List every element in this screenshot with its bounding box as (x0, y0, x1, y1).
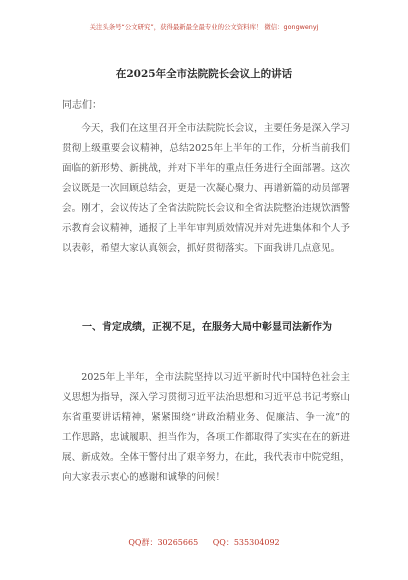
paragraph-section-1: 2025年上半年，全市法院坚持以习近平新时代中国特色社会主义思想为指导，深入学习贯彻习近平法治思想和习近平总书记考察山东省重要讲话精神，紧紧围绕“讲政治精业务、促廉洁、争一流”的工作思路，忠诚履职、担当作为，各项工作都取得了实实在在的新进展、新成效。全体干警付出了艰辛努力，在此，我代表市中院党组，向大家表示衷心的感谢和诚挚的问候！ (62, 372, 350, 483)
footer-contact (0, 537, 408, 548)
salutation: 同志们： (62, 100, 102, 111)
footer-qq: QQ：535304092 (212, 538, 280, 547)
footer-qq-group: QQ群：30265665 (128, 538, 199, 547)
section-heading: 一、肯定成绩，正视不足，在服务大局中彰显司法新作为 (82, 322, 332, 333)
paragraph-intro: 今天，我们在这里召开全市法院院长会议，主要任务是深入学习贯彻上级重要会议精神，总结2025年上半年的工作，分析当前我们面临的新形势、新挑战，并对下半年的重点任务进行全面部署。这次会议既是一次回顾总结会，更是一次凝心聚力、再谱新篇的动员部署会。刚才，会议传达了全省法院院长会议和全省法院整治违规饮酒警示教育会议精神，通报了上半年审判质效情况并对先进集体和个人予以表彰，希望大家认真领会，抓好贯彻落实。下面我讲几点意见。 (62, 123, 350, 254)
document-title: 在2025年全市法院院长会议上的讲话 (115, 68, 293, 80)
header-banner: 关注头条号“公文研究”，获得最新最全最专业的公文资料库！ 微信：gongwenyj (89, 23, 319, 31)
